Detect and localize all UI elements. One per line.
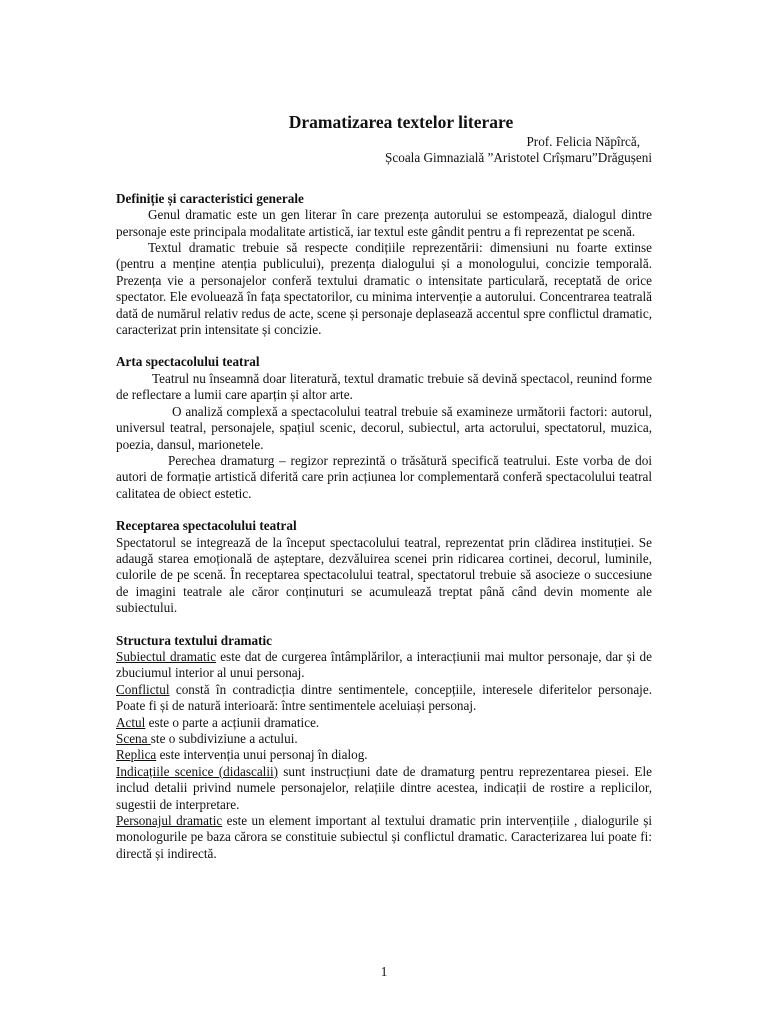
- term-underlined: Subiectul dramatic: [116, 648, 217, 664]
- author-school: Școala Gimnazială ”Aristotel Crîșmaru”Drăgușeni: [385, 150, 652, 166]
- author-name: Prof. Felicia Năpîrcă,: [526, 134, 640, 149]
- structure-item-replica: Replica este intervenția unui personaj în dialog.: [116, 747, 368, 763]
- document-title: Dramatizarea textelor literare: [288, 112, 514, 132]
- paragraph: O analiză complexă a spectacolului teatral trebuie să examineze următorii factori: autorul, universul teatral, personajele, spațiul scenic, decorul, subiectul, arta actorului, spectatorul, muzica, poezia, dansul, marionetele.: [116, 403, 652, 452]
- structure-item-indicatii: Indicațiile scenice (didascalii) sunt instrucțiuni date de dramaturg pentru reprezentarea piesei. Ele includ detalii privind numele personajelor, relațiile dintre acestea, indicații de rostire a replicilor, sugestii de interpretare.: [116, 763, 652, 812]
- paragraph: Teatrul nu înseamnă doar literatură, textul dramatic trebuie să devină spectacol, reunind forme de reflectare a lumii care aparțin și altor arte.: [116, 370, 652, 403]
- section-heading-definitie: Definiție și caracteristici generale: [116, 190, 304, 206]
- term-underlined: Personajul dramatic: [116, 813, 223, 829]
- section-heading-arta: Arta spectacolului teatral: [116, 354, 260, 370]
- term-underlined: Indicațiile scenice (didascalii): [116, 763, 279, 779]
- section-heading-receptarea: Receptarea spectacolului teatral: [116, 518, 297, 534]
- paragraph: Textul dramatic trebuie să respecte condițiile reprezentării: dimensiuni nu foarte extinse (pentru a menține atenția publicului), prezența dialogului și a monologului, concizie temporală. Prezența vie a personajelor conferă textului dramatic o intensitate particulară, receptată de orice spectator. Ele evoluează în fața spectatorilor, cu minima intervenție a autorului. Concentrarea teatrală dată de numărul relativ redus de acte, scene și personaje deplasează accentul spre conflictul dramatic, caracterizat prin intensitate și concizie.: [116, 240, 652, 338]
- paragraph: Perechea dramaturg – regizor reprezintă o trăsătură specifică teatrului. Este vorba de doi autori de formație artistică diferită care prin acțiunea lor complementară conferă spectacolului teatral calitatea de obiect estetic.: [116, 452, 652, 501]
- term-underlined: Replica: [116, 747, 157, 763]
- page-number: 1: [380, 964, 388, 979]
- structure-item-personaj: Personajul dramatic este un element important al textului dramatic prin intervențiile , dialogurile și monologurile pe baza cărora se constituie subiectul și conflictul dramatic. Caracterizarea lui poate fi: directă și indirectă.: [116, 813, 652, 861]
- structure-item-subiect: Subiectul dramatic este dat de curgerea întâmplărilor, a interacțiunii mai multor personaje, dar și de zbuciumul interior al unui personaj.: [116, 648, 652, 681]
- term-underlined: Scena: [116, 731, 151, 746]
- paragraph: Genul dramatic este un gen literar în care prezența autorului se estompează, dialogul dintre personaje este principala modalitate artistică, iar textul este gândit pentru a fi reprezentat pe scenă.: [116, 207, 652, 239]
- term-underlined: Conflictul: [116, 681, 170, 697]
- structure-item-conflict: Conflictul constă în contradicția dintre sentimentele, concepțiile, interesele diferitelor personaje. Poate fi și de natură interioară: între sentimentele aceluiași personaj.: [116, 681, 652, 714]
- author-block: [116, 134, 652, 167]
- structure-item-scena: Scena ste o subdiviziune a actului.: [116, 731, 298, 746]
- term-underlined: Actul: [116, 714, 146, 730]
- paragraph: Spectatorul se integrează de la început spectacolului teatral, reprezentat prin clădirea instituției. Se adaugă starea emoțională de așteptare, dezvăluirea scenei prin ridicarea cortinei, decorul, luminile, culorile de pe scenă. În receptarea spectacolului teatral, spectatorul trebuie să asocieze o succesiune de imagini teatrale ale căror conținuturi se acumulează treptat până când devin momente ale subiectului.: [116, 534, 652, 616]
- structure-item-actul: Actul este o parte a acțiunii dramatice.: [116, 714, 320, 730]
- section-heading-structura: Structura textului dramatic: [116, 632, 273, 648]
- document-body: [116, 112, 652, 862]
